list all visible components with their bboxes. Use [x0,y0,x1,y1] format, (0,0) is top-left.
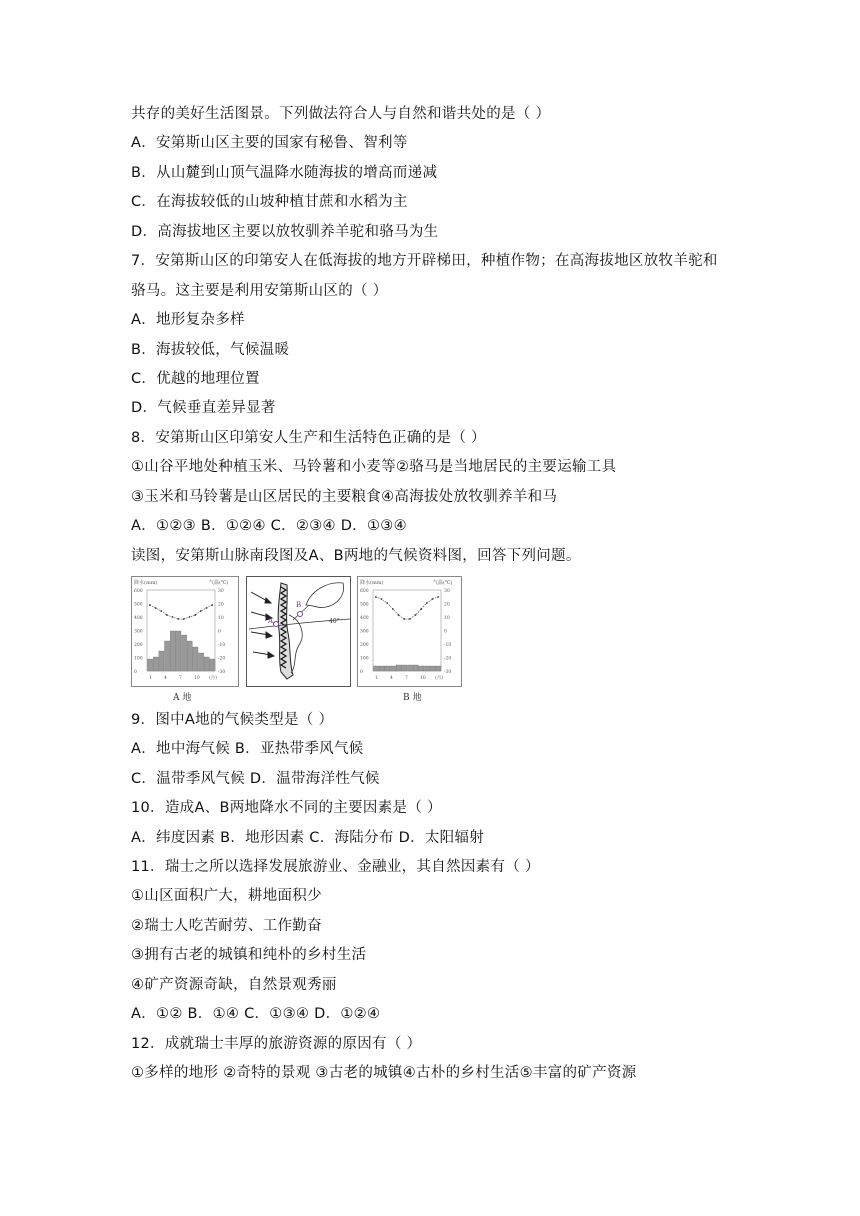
precip-bar [396,665,401,671]
statement-line: ①山谷平地处种植玉米、马铃薯和小麦等②骆马是当地居民的主要运输工具 [131,459,617,475]
precip-bar [430,666,435,671]
text-line: 共存的美好生活图景。下列做法符合人与自然和谐共处的是（ ） [131,106,551,122]
right-tick-label: 30 [444,589,450,594]
precip-bar [187,641,192,671]
x-tick-label: (月) [209,676,218,681]
temperature-point [392,608,394,610]
x-tick-label: 7 [179,676,182,681]
right-tick-label: 20 [444,602,450,608]
right-tick-label: -30 [218,670,226,675]
option-line: A．地中海气候 B．亚热带季风气候 [131,741,364,757]
precip-bar [165,641,170,671]
left-tick-label: 600 [360,589,369,594]
temperature-point [211,604,213,606]
site-b-marker [298,612,303,617]
right-tick-label: -10 [444,643,452,648]
statement-line: ③玉米和马铃薯是山区居民的主要粮食④高海拔处放牧驯养羊和马 [131,489,558,505]
temperature-point [189,616,191,618]
temperature-point [166,614,168,616]
site-b-label: B [296,601,302,609]
temperature-point [183,618,185,620]
question-9: 9．图中A地的气候类型是（ ） [131,712,334,728]
question-12: 12．成就瑞士丰厚的旅游资源的原因有（ ） [131,1036,422,1052]
option-line: A．安第斯山区主要的国家有秘鲁、智利等 [131,135,408,151]
temperature-point [375,596,377,598]
figure-svg [131,575,463,705]
x-tick-label: (月) [435,676,444,681]
x-tick-label: 10 [420,676,426,681]
precip-bar [391,666,396,671]
precip-bar [408,665,413,671]
right-tick-label: 10 [218,616,224,621]
site-a-label: A [268,617,274,625]
temperature-point [160,610,162,612]
statement-line: ①多样的地形 ②奇特的景观 ③古老的城镇④古朴的乡村生活⑤丰富的矿产资源 [131,1065,637,1081]
temperature-point [432,598,434,600]
text-line: 骆马。这主要是利用安第斯山区的（ ） [131,283,388,299]
temperature-point [200,610,202,612]
precip-bar [425,666,430,671]
left-tick-label: 500 [360,602,369,608]
chart-b-ylabel-right: 气温(℃) [433,580,453,586]
precip-bar [374,666,379,671]
left-tick-label: 600 [134,589,143,594]
left-tick-label: 300 [360,629,369,635]
chart-b-caption: B 地 [403,693,422,703]
precip-bar [385,666,390,671]
right-tick-label: 0 [444,629,447,635]
left-tick-label: 300 [134,629,143,635]
statement-line: ①山区面积广大，耕地面积少 [131,888,322,904]
right-tick-label: 30 [218,589,224,594]
temperature-point [149,604,151,606]
precip-bar [153,657,158,671]
temperature-point [194,614,196,616]
temperature-point [398,614,400,616]
x-tick-label: 7 [405,676,408,681]
temperature-point [172,616,174,618]
precip-bar [379,666,384,671]
temperature-point [420,608,422,610]
left-tick-label: 200 [360,643,369,648]
question-8: 8．安第斯山区印第安人生产和生活特色正确的是（ ） [131,430,486,446]
precip-bar [193,647,198,671]
right-tick-label: 10 [444,616,450,621]
x-tick-label: 1 [375,676,378,681]
precip-bar [199,653,204,671]
right-tick-label: -30 [444,670,452,675]
precip-bar [413,665,418,671]
latitude-label: 40° [329,618,340,625]
precip-bar [210,659,215,671]
precip-bar [176,631,181,671]
option-line: A．①② B．①④ C．①③④ D．①②④ [131,1006,381,1022]
question-7: 7．安第斯山区的印第安人在低海拔的地方开辟梯田，种植作物；在高海拔地区放牧羊驼和 [131,253,718,269]
option-line: A．①②③ B．①②④ C．②③④ D．①③④ [131,518,407,534]
temperature-point [437,596,439,598]
temperature-point [155,607,157,609]
option-line: C．优越的地理位置 [131,371,260,387]
precip-bar [204,657,209,671]
option-line: C．温带季风气候 D．温带海洋性气候 [131,771,380,787]
option-line: A．纬度因素 B．地形因素 C．海陆分布 D．太阳辐射 [131,830,485,846]
x-tick-label: 10 [194,676,200,681]
temperature-point [415,614,417,616]
x-tick-label: 4 [390,676,393,681]
statement-line: ②瑞士人吃苦耐劳、工作勤奋 [131,918,322,934]
reading-prompt: 读图，安第斯山脉南段图及A、B两地的气候资料图，回答下列问题。 [131,548,581,564]
x-tick-label: 4 [164,676,167,681]
precip-bar [402,665,407,671]
left-tick-label: 0 [360,670,363,675]
x-tick-label: 1 [149,676,152,681]
site-a-marker [274,622,279,627]
temperature-point [403,618,405,620]
climate-figure [131,575,463,705]
left-tick-label: 100 [134,656,143,662]
precip-bar [159,651,164,671]
option-line: A．地形复杂多样 [131,312,245,328]
statement-line: ④矿产资源奇缺，自然景观秀丽 [131,977,337,993]
precip-bar [419,666,424,671]
option-line: C．在海拔较低的山坡种植甘蔗和水稻为主 [131,194,408,210]
option-line: D．气候垂直差异显著 [131,400,276,416]
right-tick-label: 0 [218,629,221,635]
option-line: D．高海拔地区主要以放牧驯养羊驼和骆马为生 [131,224,439,240]
temperature-point [409,618,411,620]
question-11: 11．瑞士之所以选择发展旅游业、金融业，其自然因素有（ ） [131,859,540,875]
temperature-point [206,607,208,609]
left-tick-label: 500 [134,602,143,608]
precip-bar [436,666,441,671]
chart-b-ylabel-left: 降水(mm) [360,580,384,586]
option-line: B．海拔较低，气候温暖 [131,342,290,358]
question-10: 10．造成A、B两地降水不同的主要因素是（ ） [131,800,442,816]
chart-a-ylabel-left: 降水(mm) [134,580,158,586]
right-tick-label: -10 [218,643,226,648]
temperature-point [381,598,383,600]
precip-bar [182,635,187,671]
right-tick-label: 20 [218,602,224,608]
option-line: B．从山麓到山顶气温降水随海拔的增高而递减 [131,165,438,181]
chart-a-caption: A 地 [173,693,192,703]
right-tick-label: -20 [218,656,226,662]
temperature-point [386,602,388,604]
left-tick-label: 100 [360,656,369,662]
precip-bar [148,659,153,671]
temperature-point [177,618,179,620]
chart-a-ylabel-right: 气温(℃) [209,580,229,586]
left-tick-label: 400 [360,616,369,621]
right-tick-label: -20 [444,656,452,662]
left-tick-label: 200 [134,643,143,648]
left-tick-label: 400 [134,616,143,621]
precip-bar [170,631,175,671]
statement-line: ③拥有古老的城镇和纯朴的乡村生活 [131,947,367,963]
temperature-point [426,602,428,604]
left-tick-label: 0 [134,670,137,675]
